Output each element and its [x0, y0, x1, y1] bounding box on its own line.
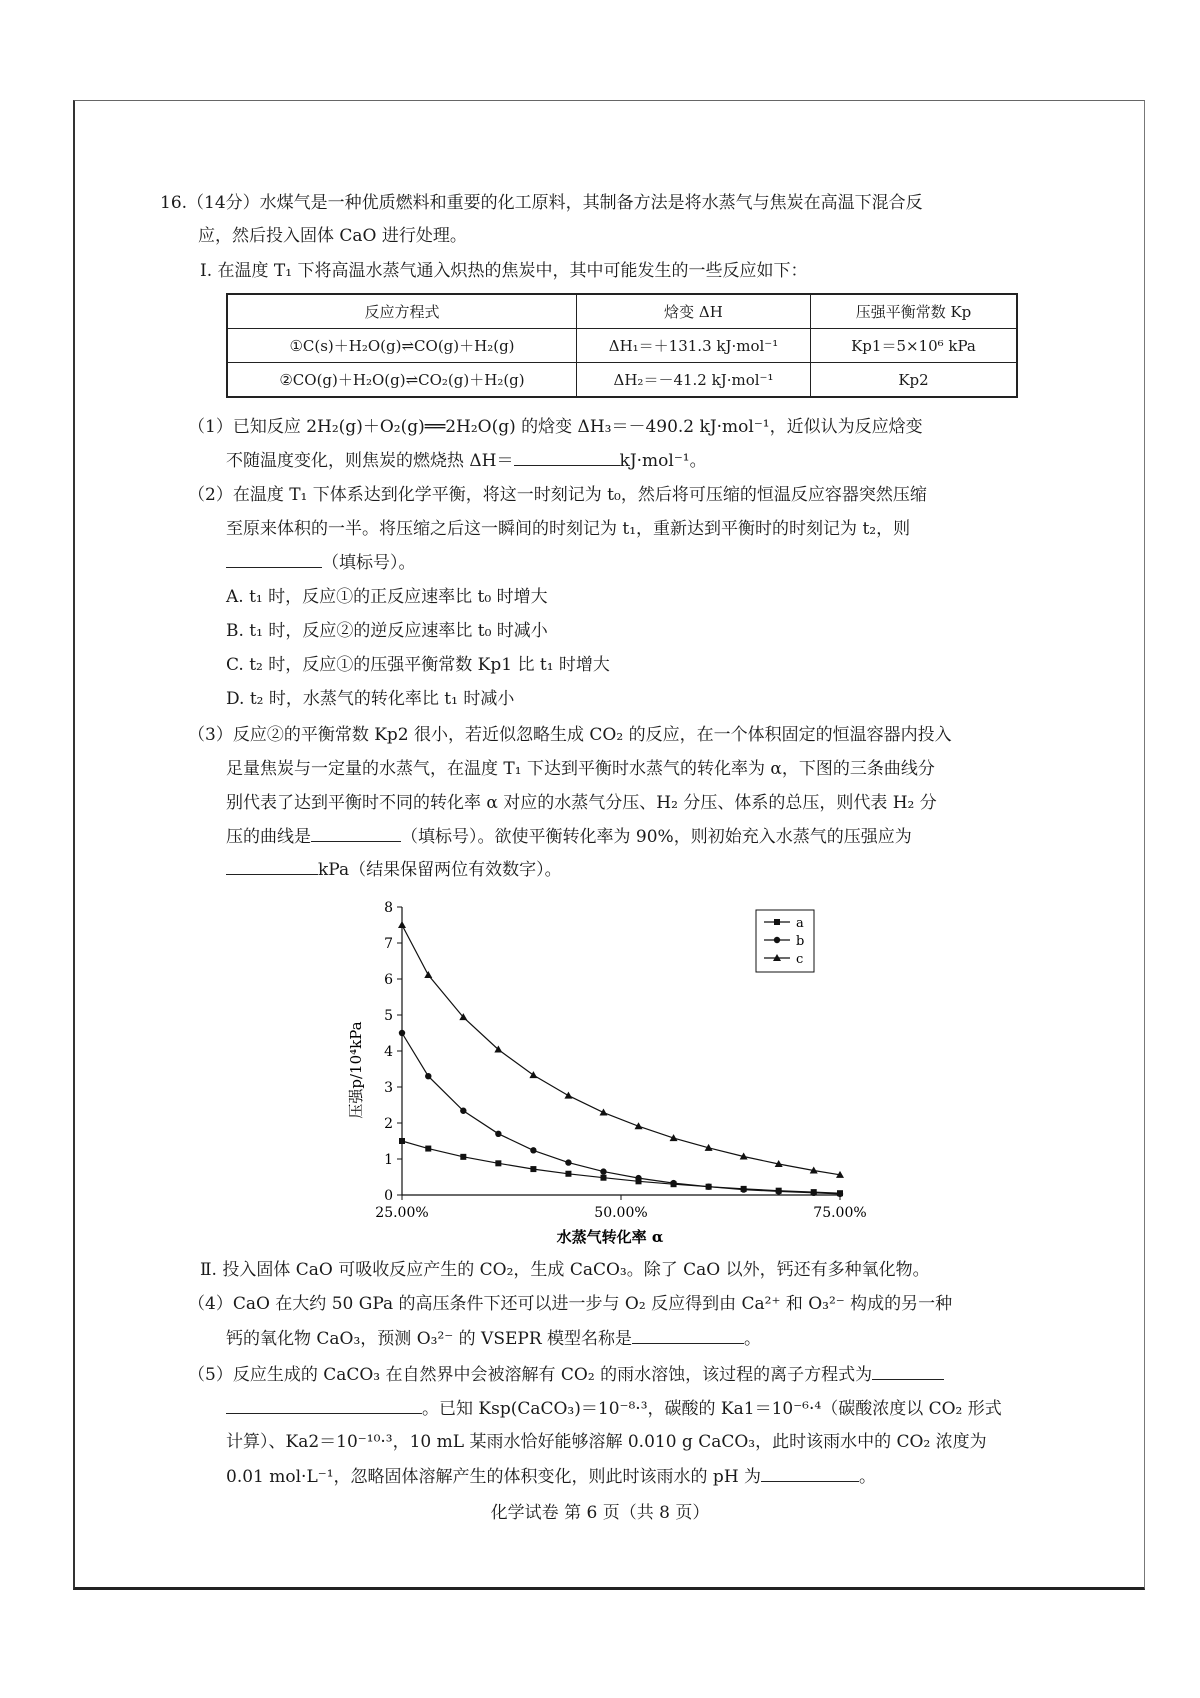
data-point-b [775, 1188, 781, 1194]
table-cell: Kp1＝5×10⁶ kPa [811, 329, 1018, 363]
table-cell: ΔH₂＝－41.2 kJ·mol⁻¹ [577, 363, 811, 398]
answer-blank-q1[interactable] [514, 447, 620, 466]
q1-unit: kJ·mol⁻¹。 [619, 451, 707, 471]
q1-line2 [226, 447, 707, 474]
plot-area [375, 900, 866, 1221]
data-point-b [670, 1180, 676, 1186]
q3-line2: 足量焦炭与一定量的水蒸气，在温度 T₁ 下达到平衡时水蒸气的转化率为 α，下图的三条曲线分 [226, 759, 935, 779]
q5-line4-end: 。 [859, 1467, 877, 1487]
table-cell: ②CO(g)＋H₂O(g)⇌CO₂(g)＋H₂(g) [227, 363, 577, 398]
q1-line2-text: 不随温度变化，则焦炭的燃烧热 ΔH＝ [226, 451, 514, 471]
q4-line2 [226, 1325, 761, 1352]
legend-label-b: b [796, 934, 805, 949]
q5-line4 [226, 1463, 876, 1490]
q5-line3: 计算）、Ka2＝10⁻¹⁰·³，10 mL 某雨水恰好能够溶解 0.010 g CaCO₃，此时该雨水中的 CO₂ 浓度为 [226, 1432, 987, 1452]
table-cell: ΔH₁＝＋131.3 kJ·mol⁻¹ [577, 329, 811, 363]
legend-label-c: c [796, 952, 804, 967]
answer-blank-q5-equation-a[interactable] [872, 1361, 944, 1380]
answer-blank-q5-equation-b[interactable] [226, 1395, 422, 1414]
y-tick-label: 2 [384, 1116, 393, 1132]
data-point-a [495, 1160, 501, 1166]
data-point-b [811, 1190, 817, 1196]
q2-line3-text: （填标号）。 [322, 553, 416, 573]
q5-line2 [226, 1395, 1002, 1422]
q5-line1-text: （5）反应生成的 CaCO₃ 在自然界中会被溶解有 CO₂ 的雨水溶蚀，该过程的离子方程式为 [188, 1365, 873, 1385]
data-point-b [705, 1184, 711, 1190]
y-tick-label: 3 [384, 1080, 393, 1096]
data-point-c [424, 971, 432, 978]
reaction-table [226, 293, 1018, 398]
table-header-cell: 压强平衡常数 Kp [811, 294, 1018, 329]
table-cell: Kp2 [811, 363, 1018, 398]
table-row [227, 329, 1017, 363]
q2-line2: 至原来体积的一半。将压缩之后这一瞬间的时刻记为 t₁，重新达到平衡时的时刻记为 t₂，则 [226, 519, 911, 539]
data-point-b [530, 1147, 536, 1153]
answer-blank-q4[interactable] [632, 1325, 744, 1344]
q5-line1 [188, 1361, 944, 1388]
data-point-b [495, 1131, 501, 1137]
data-point-a [425, 1146, 431, 1152]
data-point-b [399, 1030, 405, 1036]
data-point-b [635, 1175, 641, 1181]
q16-stem-line2: 应，然后投入固体 CaO 进行处理。 [198, 226, 467, 246]
table-header-cell: 反应方程式 [227, 294, 577, 329]
table-header-cell: 焓变 ΔH [577, 294, 811, 329]
part1-intro: Ⅰ. 在温度 T₁ 下将高温水蒸气通入炽热的焦炭中，其中可能发生的一些反应如下： [200, 261, 808, 281]
answer-blank-q5-ph[interactable] [761, 1463, 859, 1482]
data-point-a [600, 1175, 606, 1181]
x-axis-label: 水蒸气转化率 α [556, 1228, 664, 1246]
legend-label-a: a [796, 916, 804, 931]
y-tick-label: 6 [384, 972, 393, 988]
q4-line1: （4）CaO 在大约 50 GPa 的高压条件下还可以进一步与 O₂ 反应得到由 Ca²⁺ 和 O₃²⁻ 构成的另一种 [188, 1294, 953, 1314]
data-point-c [564, 1092, 572, 1099]
y-tick-label: 8 [384, 900, 393, 916]
pressure-chart [340, 892, 900, 1252]
series-line-b [402, 1033, 840, 1194]
y-tick-label: 0 [384, 1188, 393, 1204]
data-point-b [460, 1108, 466, 1114]
answer-blank-q2[interactable] [226, 549, 322, 568]
y-tick-label: 4 [384, 1044, 393, 1060]
q2-option-a: A. t₁ 时，反应①的正反应速率比 t₀ 时增大 [226, 587, 548, 607]
legend-box [756, 910, 814, 972]
q1-line1: （1）已知反应 2H₂(g)＋O₂(g)══2H₂O(g) 的焓变 ΔH₃＝－490.2 kJ·mol⁻¹，近似认为反应焓变 [188, 417, 923, 437]
q2-option-d: D. t₂ 时，水蒸气的转化率比 t₁ 时减小 [226, 689, 515, 709]
answer-blank-q3-pressure[interactable] [226, 856, 318, 875]
data-point-c [529, 1071, 537, 1078]
legend-marker-a [774, 919, 780, 925]
q5-line4-text: 0.01 mol·L⁻¹，忽略固体溶解产生的体积变化，则此时该雨水的 pH 为 [226, 1467, 762, 1487]
q16-stem-line1: 16.（14分）水煤气是一种优质燃料和重要的化工原料，其制备方法是将水蒸气与焦炭在高温下混合反 [160, 193, 923, 213]
y-tick-label: 7 [384, 936, 393, 952]
q3-line4 [226, 823, 912, 850]
series-line-a [402, 1141, 840, 1193]
q3-line1: （3）反应②的平衡常数 Kp2 很小，若近似忽略生成 CO₂ 的反应，在一个体积固定的恒温容器内投入 [188, 725, 952, 745]
x-tick-label: 75.00% [813, 1205, 867, 1221]
q3-line4-rest: （填标号）。欲使平衡转化率为 90%，则初始充入水蒸气的压强应为 [401, 827, 912, 847]
q2-option-b: B. t₁ 时，反应②的逆反应速率比 t₀ 时减小 [226, 621, 548, 641]
y-tick-label: 5 [384, 1008, 393, 1024]
data-point-a [565, 1171, 571, 1177]
x-tick-label: 25.00% [375, 1205, 429, 1221]
page-footer: 化学试卷 第 6 页（共 8 页） [490, 1503, 710, 1523]
data-point-a [460, 1154, 466, 1160]
q2-option-c: C. t₂ 时，反应①的压强平衡常数 Kp1 比 t₁ 时增大 [226, 655, 610, 675]
data-point-c [398, 921, 406, 928]
table-cell: ①C(s)＋H₂O(g)⇌CO(g)＋H₂(g) [227, 329, 577, 363]
part2-intro: Ⅱ. 投入固体 CaO 可吸收反应产生的 CO₂，生成 CaCO₃。除了 CaO 以外，钙还有多种氧化物。 [200, 1260, 930, 1280]
legend-marker-b [774, 937, 780, 943]
q2-line3 [226, 549, 416, 576]
data-point-b [565, 1159, 571, 1165]
data-point-b [425, 1073, 431, 1079]
x-tick-label: 50.00% [594, 1205, 648, 1221]
y-axis-label: 压强p/10⁴kPa [347, 1021, 365, 1119]
answer-blank-q3-curve[interactable] [311, 823, 401, 842]
data-point-b [837, 1191, 843, 1197]
data-point-a [399, 1138, 405, 1144]
q3-line4-text: 压的曲线是 [226, 827, 311, 847]
data-point-c [599, 1109, 607, 1116]
data-point-b [600, 1168, 606, 1174]
q2-line1: （2）在温度 T₁ 下体系达到化学平衡，将这一时刻记为 t₀，然后将可压缩的恒温反应容器突然压缩 [188, 485, 927, 505]
data-point-b [740, 1186, 746, 1192]
table-row [227, 363, 1017, 398]
q5-line2-text: 。已知 Ksp(CaCO₃)＝10⁻⁸·³，碳酸的 Ka1＝10⁻⁶·⁴（碳酸浓度以 CO₂ 形式 [422, 1399, 1002, 1419]
table-header-row [227, 294, 1017, 329]
q3-line5-text: kPa（结果保留两位有效数字）。 [318, 860, 562, 880]
data-point-a [530, 1166, 536, 1172]
q3-line5 [226, 856, 562, 883]
q3-line3: 别代表了达到平衡时不同的转化率 α 对应的水蒸气分压、H₂ 分压、体系的总压，则代表 H₂ 分 [226, 793, 937, 813]
q4-line2-end: 。 [744, 1329, 762, 1349]
q4-line2-text: 钙的氧化物 CaO₃，预测 O₃²⁻ 的 VSEPR 模型名称是 [226, 1329, 633, 1349]
y-tick-label: 1 [384, 1152, 393, 1168]
